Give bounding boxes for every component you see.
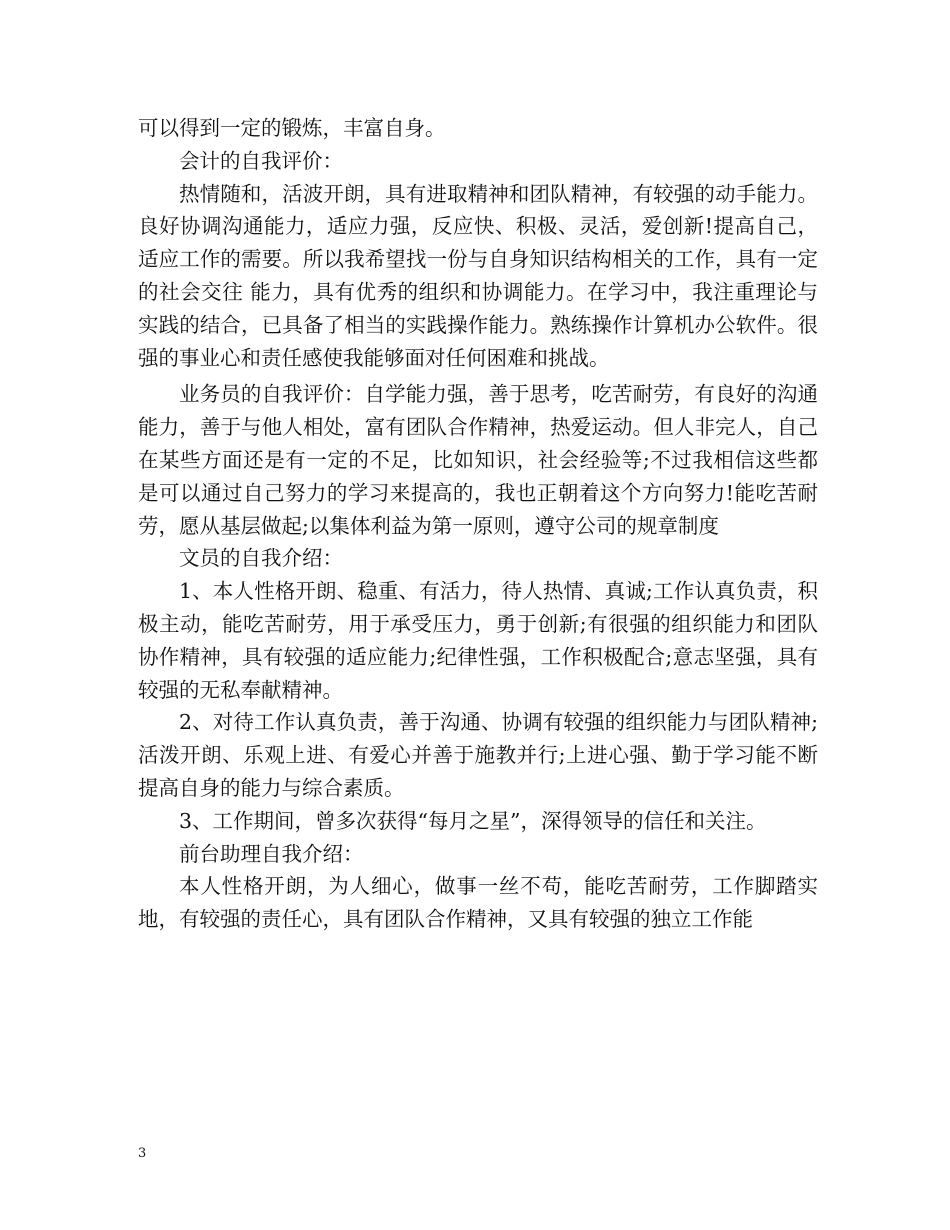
paragraph-accountant-evaluation: 热情随和，活波开朗，具有进取精神和团队精神，有较强的动手能力。良好协调沟通能力，适应力强，反应快、积极、灵活，爱创新!提高自己，适应工作的需要。所以我希望找一份与自身知识结构相关的工作，具有一定的社会交往 能力，具有优秀的组织和协调能力。在学习中，我注重理论与实践的结合，已具备了相当的实践操作能力。熟练操作计算机办公软件。很强的事业心和责任感使我能够面对任何困难和挑战。 (138, 181, 818, 370)
heading-accountant-self-evaluation: 会计的自我评价： (179, 148, 343, 173)
page-number: 3 (138, 1146, 147, 1161)
paragraph-receptionist-introduction: 本人性格开朗，为人细心，做事一丝不苟，能吃苦耐劳，工作脚踏实地，有较强的责任心，具有团队合作精神，又具有较强的独立工作能 (138, 874, 818, 932)
paragraph-clerk-item-2: 2、对待工作认真负责，善于沟通、协调有较强的组织能力与团队精神;活泼开朗、乐观上进、有爱心并善于施教并行;上进心强、勤于学习能不断提高自身的能力与综合素质。 (138, 710, 818, 800)
paragraph-salesperson-evaluation: 业务员的自我评价：自学能力强，善于思考，吃苦耐劳，有良好的沟通能力，善于与他人相处，富有团队合作精神，热爱运动。但人非完人，自己在某些方面还是有一定的不足，比如知识，社会经验等;不过我相信这些都是可以通过自己努力的学习来提高的，我也正朝着这个方向努力!能吃苦耐劳，愿从基层做起;以集体利益为第一原则，遵守公司的规章制度 (138, 382, 818, 538)
paragraph-continuation: 可以得到一定的锻炼，丰富自身。 (138, 116, 446, 140)
document-body (138, 112, 818, 936)
heading-clerk-self-introduction: 文员的自我介绍： (179, 546, 343, 571)
paragraph-clerk-item-3: 3、工作期间，曾多次获得“每月之星”，深得领导的信任和关注。 (179, 808, 767, 833)
paragraph-clerk-item-1: 1、本人性格开朗、稳重、有活力，待人热情、真诚;工作认真负责，积极主动，能吃苦耐劳，用于承受压力，勇于创新;有很强的组织能力和团队协作精神，具有较强的适应能力;纪律性强，工作积极配合;意志坚强，具有较强的无私奉献精神。 (138, 579, 818, 702)
heading-receptionist-self-introduction: 前台助理自我介绍： (179, 841, 364, 866)
